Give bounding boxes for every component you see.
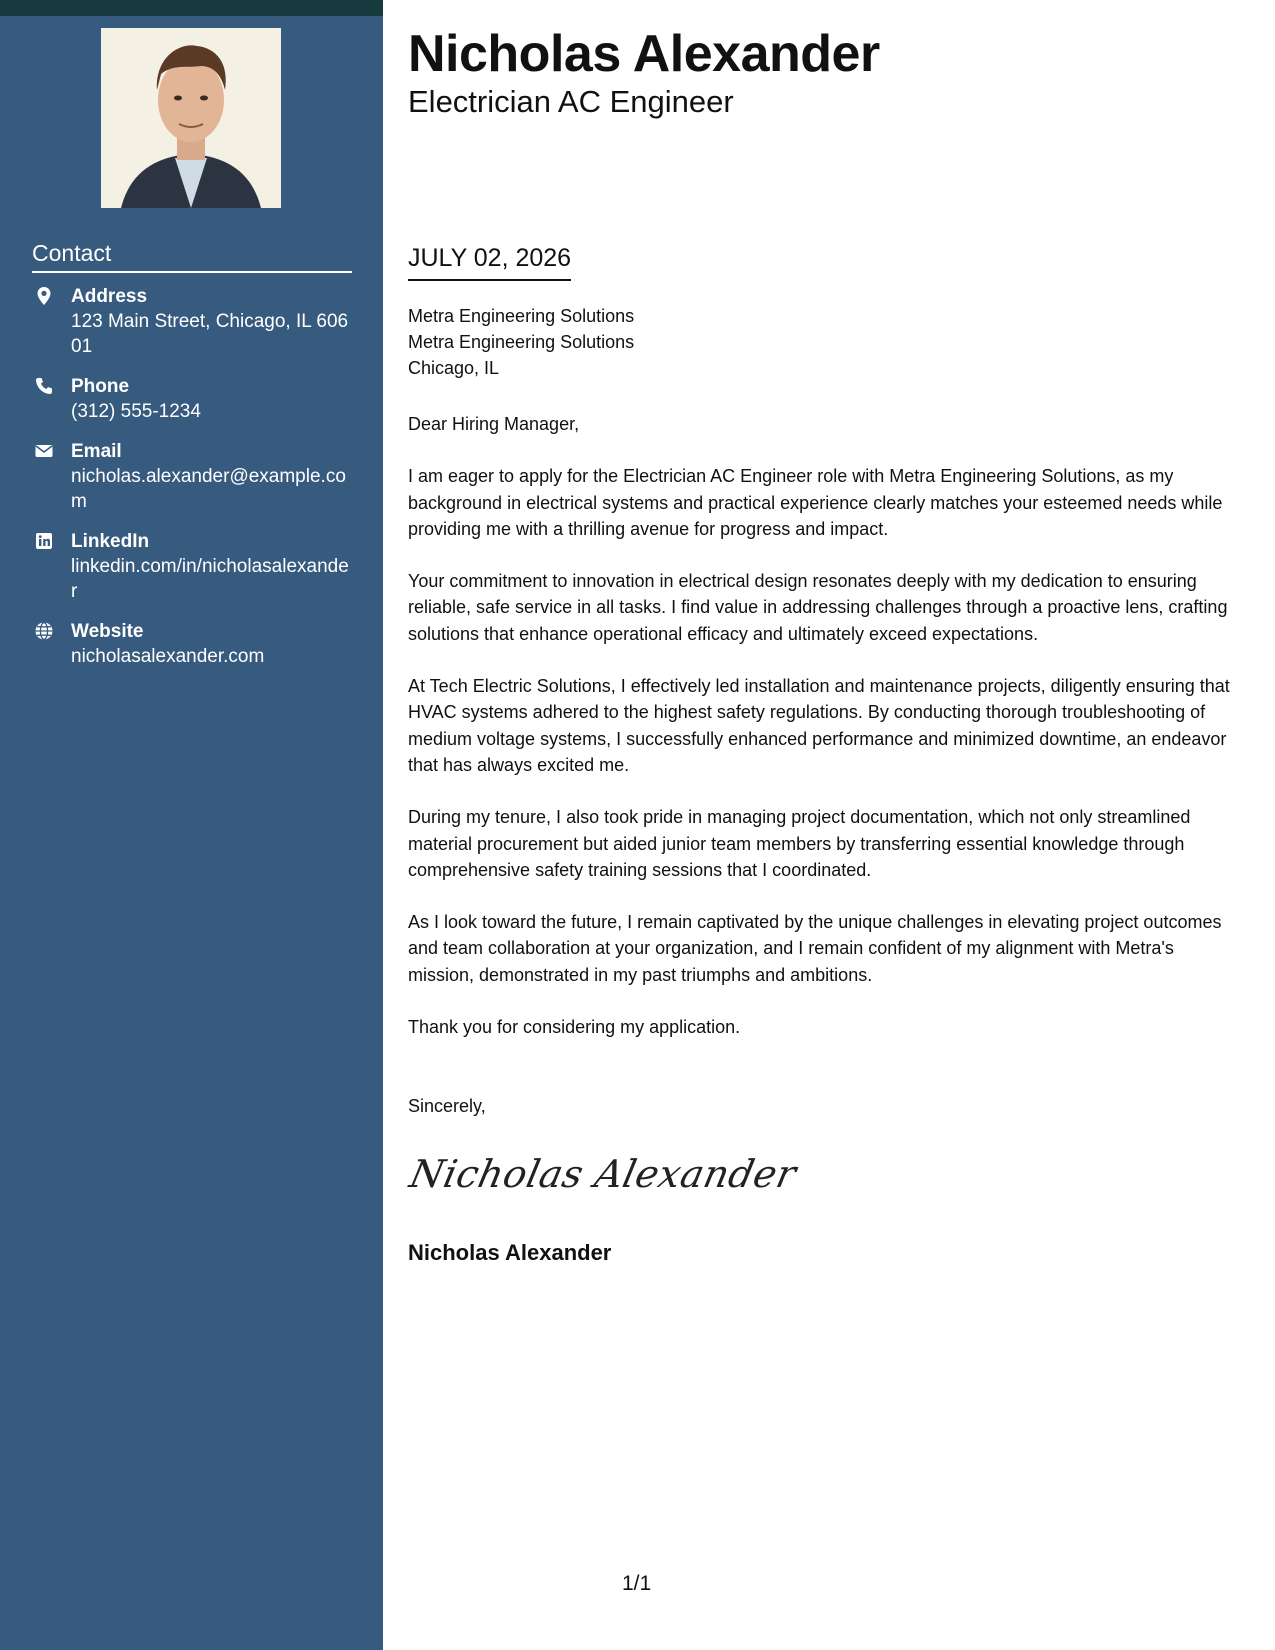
phone-icon <box>34 376 54 396</box>
location-pin-icon <box>34 286 54 306</box>
contact-label: Phone <box>71 376 130 397</box>
sidebar-top-bar <box>0 0 383 16</box>
contact-phone <box>32 374 352 424</box>
recipient-line: Metra Engineering Solutions <box>408 306 635 326</box>
contact-label: Address <box>71 286 148 307</box>
signer-name: Nicholas Alexander <box>408 1240 612 1265</box>
body-paragraph: Your commitment to innovation in electrical design resonates deeply with my dedication to ensuring reliable, safe service in all tasks. I find value in addressing challenges through a proactive lens, crafting solutions that enhance operational efficacy and ultimately exceed expectations. <box>408 571 1228 644</box>
contact-label: LinkedIn <box>71 531 150 552</box>
recipient-block <box>408 303 634 381</box>
body-paragraph: I am eager to apply for the Electrician AC Engineer role with Metra Engineering Solutions, as my background in electrical systems and practical experience clearly matches your esteemed needs while providing me with a thrilling avenue for progress and impact. <box>408 466 1223 539</box>
linkedin-icon <box>34 531 54 551</box>
profile-photo <box>101 28 281 208</box>
contact-label: Website <box>71 621 144 642</box>
applicant-name: Nicholas Alexander <box>408 25 880 83</box>
contact-linkedin <box>32 529 352 604</box>
contact-label: Email <box>71 441 122 462</box>
contact-list <box>32 284 352 684</box>
closing: Sincerely, <box>408 1096 486 1116</box>
contact-address <box>32 284 352 359</box>
letter-body <box>408 411 1244 1066</box>
recipient-line: Metra Engineering Solutions <box>408 332 635 352</box>
body-paragraph: At Tech Electric Solutions, I effectively led installation and maintenance projects, diligently ensuring that HVAC systems adhered to the highest safety regulations. By conducting thorough troubleshooting of medium voltage systems, I successfully enhanced performance and minimized downtime, an endeavor that has always excited me. <box>408 676 1230 775</box>
website-value[interactable]: nicholasalexander.com <box>71 646 265 667</box>
email-value[interactable]: nicholas.alexander@example.com <box>71 466 346 512</box>
contact-email <box>32 439 352 514</box>
contact-website <box>32 619 352 669</box>
phone-value[interactable]: (312) 555-1234 <box>71 401 201 422</box>
letter-date: JULY 02, 2026 <box>408 244 571 281</box>
applicant-role: Electrician AC Engineer <box>408 84 734 119</box>
handwritten-signature: Nicholas Alexander <box>406 1152 801 1196</box>
globe-icon <box>34 621 54 641</box>
greeting: Dear Hiring Manager, <box>408 414 580 434</box>
page-number: 1/1 <box>622 1572 652 1595</box>
linkedin-value[interactable]: linkedin.com/in/nicholasalexander <box>71 556 349 602</box>
body-paragraph: As I look toward the future, I remain captivated by the unique challenges in elevating project outcomes and team collaboration at your organization, and I remain confident of my alignment with Metra's mission, demonstrated in my past triumphs and ambitions. <box>408 912 1222 985</box>
avatar <box>101 28 281 208</box>
address-value: 123 Main Street, Chicago, IL 60601 <box>71 311 349 357</box>
body-paragraph: Thank you for considering my application. <box>408 1017 741 1038</box>
envelope-icon <box>34 441 54 461</box>
body-paragraph: During my tenure, I also took pride in managing project documentation, which not only streamlined material procurement but aided junior team members by transferring essential knowledge through comprehensive safety training sessions that I coordinated. <box>408 807 1191 880</box>
recipient-line: Chicago, IL <box>408 358 500 378</box>
contact-title: Contact <box>32 240 352 273</box>
